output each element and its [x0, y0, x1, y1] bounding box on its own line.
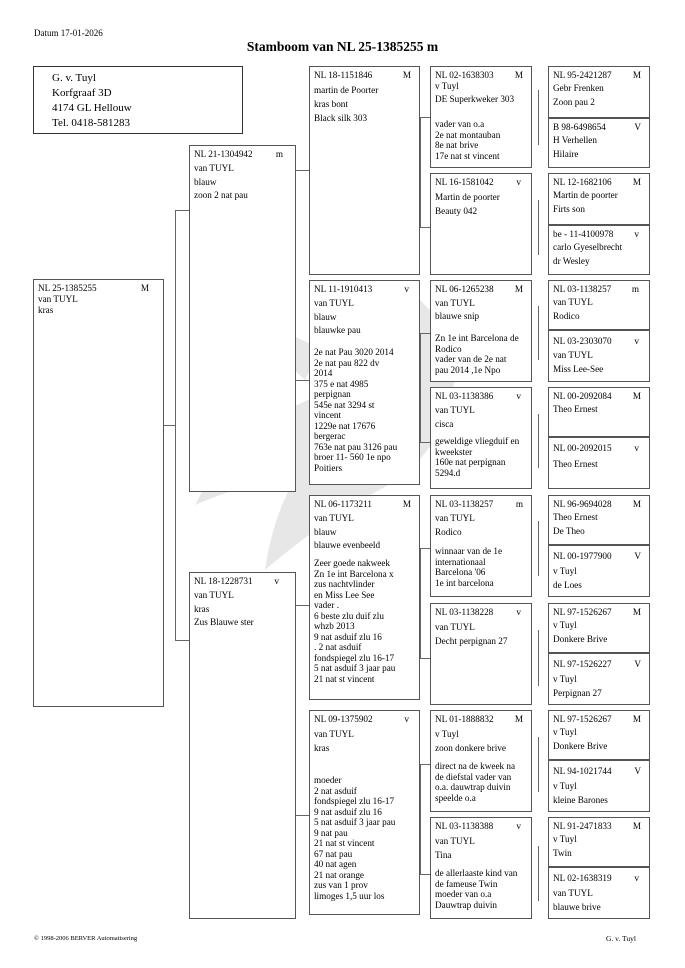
pigeon-line: Miss Lee-See: [553, 363, 604, 374]
pigeon-line: van TUYL: [314, 513, 354, 523]
sex-marker: M: [632, 607, 641, 617]
pigeon-notes: Zeer goede nakweek Zn 1e int Barcelona x zus nachtvlinder en Miss Lee See vader . 6 beste zlu duif zlu whzb 2013 9 nat asduif zlu 16 . 2 nat asduif fondspiegel zlu 16-17 5 nat asduif 3 jaar pau 21 nat st vincent: [314, 558, 396, 684]
pigeon-line: Zus Blauwe ster: [194, 617, 254, 627]
pigeon-line: v Tuyl: [553, 727, 577, 737]
pigeon-line: zoon 2 nat pau: [194, 190, 248, 200]
pigeon-line: v Tuyl: [553, 834, 577, 844]
pigeon-notes: vader van o.a 2e nat montauban 8e nat brive 17e nat st vincent: [435, 119, 501, 161]
pigeon-line: van TUYL: [314, 729, 354, 739]
pigeon-line: van TUYL: [553, 350, 593, 360]
pigeon-gen3-0[interactable]: [430, 66, 532, 168]
pigeon-line: Theo Ernest: [553, 404, 598, 414]
connector: [164, 425, 176, 426]
connector: [295, 605, 309, 606]
sex-marker: v: [634, 443, 639, 453]
pigeon-gen4-13[interactable]: [548, 760, 650, 812]
sex-marker: M: [140, 283, 149, 293]
pigeon-line: Beauty 042: [435, 206, 478, 216]
pigeon-gen4-12[interactable]: [548, 710, 650, 760]
owner-city: 4174 GL Hellouw: [52, 102, 132, 114]
pigeon-gen4-9[interactable]: [548, 545, 650, 597]
pigeon-line: van TUYL: [194, 163, 234, 173]
ring-number: NL 16-1581042: [435, 177, 494, 187]
connector: [420, 442, 430, 443]
pigeon-line: kras: [314, 743, 330, 753]
ring-number: NL 01-1888832: [435, 714, 494, 724]
connector: [420, 333, 421, 442]
ring-number: NL 09-1375902: [314, 714, 373, 724]
ring-number: NL 97-1526267: [553, 714, 612, 724]
pigeon-line: v Tuyl: [553, 620, 577, 630]
sex-marker: M: [632, 391, 641, 401]
pigeon-line: blauwe evenbeeld: [314, 540, 381, 550]
connector: [295, 170, 309, 171]
pigeon-line: Martin de poorter: [553, 190, 618, 200]
ring-number: NL 25-1385255: [38, 283, 97, 293]
pigeon-line: Perpignan 27: [553, 687, 602, 698]
sex-marker: m: [631, 284, 639, 294]
connector: [538, 846, 539, 901]
pigeon-line: Firts son: [553, 203, 585, 214]
ring-number: NL 06-1265238: [435, 284, 494, 294]
pigeon-line: Theo Ernest: [553, 459, 598, 469]
footer-owner: G. v. Tuyl: [606, 934, 636, 943]
pigeon-line: blauw: [314, 526, 337, 537]
pigeon-gen3-4[interactable]: [430, 495, 532, 597]
sex-marker: M: [402, 499, 411, 509]
pigeon-line: blauwe brive: [553, 901, 601, 912]
connector: [420, 333, 430, 334]
pigeon-line: Twin: [553, 847, 572, 858]
pigeon-line: van TUYL: [38, 294, 78, 304]
sex-marker: M: [632, 821, 641, 831]
sex-marker: M: [632, 499, 641, 509]
pigeon-line: kras: [38, 305, 54, 315]
ring-number: NL 12-1682106: [553, 177, 612, 187]
connector: [420, 764, 430, 765]
connector: [538, 521, 539, 576]
connector: [420, 658, 430, 659]
pigeon-gen4-0[interactable]: [548, 66, 650, 118]
pigeon-gen4-1[interactable]: [548, 118, 650, 168]
ring-number: NL 91-2471833: [553, 821, 612, 831]
pigeon-line: van TUYL: [314, 298, 354, 308]
ring-number: NL 03-2303070: [553, 336, 612, 346]
ring-number: NL 00-1977900: [553, 551, 612, 561]
ring-number: NL 03-1138257: [435, 499, 494, 509]
ring-number: NL 97-1526227: [553, 659, 612, 669]
pigeon-line: van TUYL: [553, 297, 593, 307]
pigeon-line: Rodico: [553, 310, 580, 321]
owner-name: G. v. Tuyl: [52, 72, 96, 84]
pigeon-line: van TUYL: [435, 622, 475, 632]
pigeon-line: Theo Ernest: [553, 512, 598, 522]
sex-marker: M: [632, 177, 641, 187]
connector: [175, 640, 189, 641]
connector: [420, 117, 421, 227]
ring-number: NL 94-1021744: [553, 766, 612, 776]
sex-marker: v: [634, 336, 639, 346]
sex-marker: V: [634, 659, 641, 669]
pigeon-mother[interactable]: [189, 572, 296, 919]
pigeon-line: blauw: [314, 311, 337, 322]
pigeon-line: DE Superkweker 303: [435, 94, 515, 104]
pigeon-line: van TUYL: [435, 836, 475, 846]
sex-marker: M: [514, 70, 523, 80]
pigeon-line: blauwe snip: [435, 311, 480, 321]
ring-number: NL 18-1151846: [314, 70, 373, 80]
pigeon-line: zoon donkere brive: [435, 743, 506, 753]
connector: [420, 548, 430, 549]
sex-marker: v: [516, 821, 521, 831]
ring-number: B 98-6498654: [553, 122, 606, 132]
pigeon-line: Donkere Brive: [553, 633, 608, 644]
sex-marker: V: [634, 766, 641, 776]
ring-number: NL 03-1138388: [435, 821, 494, 831]
pigeon-line: Gebr Frenken: [553, 83, 604, 93]
pigeon-line: martin de Poorter: [314, 85, 379, 95]
pigeon-line: dr Wesley: [553, 255, 590, 266]
pigeon-gen3-3[interactable]: [430, 387, 532, 489]
connector: [538, 737, 539, 792]
pigeon-gen3-5[interactable]: [430, 603, 532, 705]
pigeon-gen3-2[interactable]: [430, 280, 532, 382]
ring-number: NL 18-1228731: [194, 576, 253, 586]
pigeon-father[interactable]: [189, 145, 296, 492]
pigeon-line: v Tuyl: [553, 566, 577, 576]
connector: [295, 815, 309, 816]
sex-marker: v: [516, 177, 521, 187]
pigeon-notes: 2e nat Pau 3020 2014 2e nat pau 822 dv 2014 375 e nat 4985 perpignan 545e nat 3294 st vincent 1229e nat 17676 bergerac 763e nat pau 3126 pau broer 11- 560 1e npo Poitiers: [314, 347, 398, 473]
pigeon-notes: de allerlaaste kind van de fameuse Twin moeder van o.a Dauwtrap duivin: [435, 868, 518, 910]
pigeon-gen4-15[interactable]: [548, 867, 650, 919]
pigeon-line: van TUYL: [194, 590, 234, 600]
pigeon-notes: Zn 1e int Barcelona de Rodico vader van de 2e nat pau 2014 ,1e Npo: [435, 333, 519, 375]
pigeon-line: v Tuyl: [553, 781, 577, 791]
sex-marker: v: [516, 607, 521, 617]
pigeon-line: H Verhellen: [553, 135, 597, 145]
pigeon-gen2-2[interactable]: [309, 495, 420, 700]
pigeon-line: blauwke pau: [314, 325, 361, 335]
sex-marker: M: [514, 284, 523, 294]
ring-number: NL 03-1138386: [435, 391, 494, 401]
pigeon-line: van TUYL: [435, 513, 475, 523]
connector: [175, 210, 189, 211]
ring-number: NL 02-1638303: [435, 70, 494, 80]
pigeon-gen3-7[interactable]: [430, 817, 532, 919]
pigeon-line: Decht perpignan 27: [435, 636, 508, 646]
ring-number: NL 00-2092084: [553, 391, 612, 401]
connector: [420, 548, 421, 658]
ring-number: NL 97-1526267: [553, 607, 612, 617]
pigeon-gen4-5[interactable]: [548, 330, 650, 382]
sex-marker: M: [514, 714, 523, 724]
pigeon-gen4-11[interactable]: [548, 653, 650, 705]
pigeon-gen3-1[interactable]: [430, 173, 532, 275]
pigeon-gen3-6[interactable]: [430, 710, 532, 812]
owner-box: [33, 66, 243, 134]
print-date: Datum 17-01-2026: [34, 28, 103, 38]
pigeon-line: cisca: [435, 418, 454, 429]
pigeon-notes: geweldige vliegduif en kweekster 160e nat perpignan 5294.d: [435, 436, 520, 478]
connector: [538, 90, 539, 145]
pigeon-gen2-3[interactable]: [309, 710, 420, 915]
pigeon-line: Rodico: [435, 526, 462, 537]
pigeon-line: Martin de poorter: [435, 192, 500, 202]
ring-number: NL 06-1173211: [314, 499, 372, 509]
pigeon-line: v Tuyl: [435, 729, 459, 739]
sex-marker: v: [634, 229, 639, 239]
sex-marker: M: [402, 70, 411, 80]
ring-number: NL 02-1638319: [553, 873, 612, 883]
pigeon-gen4-7[interactable]: [548, 437, 650, 489]
connector: [538, 630, 539, 686]
pigeon-gen2-0[interactable]: [309, 66, 420, 275]
pigeon-line: v Tuyl: [553, 674, 577, 684]
ring-number: NL 96-9694028: [553, 499, 612, 509]
pigeon-notes: winnaar van de 1e internationaal Barcelona '06 1e int barcelona: [435, 546, 503, 588]
pigeon-gen4-2[interactable]: [548, 173, 650, 225]
pigeon-line: kleine Barones: [553, 794, 608, 805]
pigeon-gen4-14[interactable]: [548, 817, 650, 867]
pigeon-notes: direct na de kweek na de diefstal vader van o.a. dauwtrap duivin speelde o.a: [435, 761, 516, 803]
connector: [538, 306, 539, 360]
ring-number: NL 21-1304942: [194, 149, 253, 159]
pigeon-line: kras: [194, 603, 210, 614]
pigeon-line: de Loes: [553, 579, 582, 590]
sex-marker: m: [275, 149, 283, 159]
sex-marker: m: [515, 499, 523, 509]
page-title: Stamboom van NL 25-1385255 m: [246, 39, 439, 54]
pigeon-line: Black silk 303: [314, 113, 368, 123]
connector: [538, 200, 539, 255]
pigeon-line: carlo Gyeselbrecht: [553, 242, 623, 252]
sex-marker: M: [632, 70, 641, 80]
sex-marker: v: [634, 873, 639, 883]
ring-number: NL 00-2092015: [553, 443, 612, 453]
connector: [420, 227, 430, 228]
connector: [420, 117, 430, 118]
sex-marker: V: [634, 122, 641, 132]
sex-marker: v: [274, 576, 279, 586]
connector: [538, 414, 539, 468]
pigeon-line: v Tuyl: [435, 81, 459, 91]
owner-street: Korfgraaf 3D: [52, 87, 112, 99]
pigeon-line: van TUYL: [553, 888, 593, 898]
sex-marker: v: [404, 284, 409, 294]
owner-tel: Tel. 0418-581283: [52, 117, 131, 129]
pigeon-gen4-8[interactable]: [548, 495, 650, 545]
pigeon-line: blauw: [194, 176, 217, 187]
sex-marker: v: [516, 391, 521, 401]
sex-marker: V: [634, 551, 641, 561]
ring-number: NL 11-1910413: [314, 284, 373, 294]
pigeon-gen4-10[interactable]: [548, 603, 650, 653]
pigeon-line: Zoon pau 2: [553, 96, 595, 107]
connector: [295, 380, 309, 381]
ring-number: be - 11-4100978: [553, 229, 614, 239]
pigeon-line: van TUYL: [435, 405, 475, 415]
pigeon-line: Tina: [435, 850, 452, 860]
pigeon-notes: moeder 2 nat asduif fondspiegel zlu 16-17 9 nat asduif zlu 16 5 nat asduif 3 jaar pau 9 nat pau 21 nat st vincent 67 nat pau 40 nat agen 21 nat orange zus van 1 prov limoges 1,5 uur los: [314, 775, 396, 901]
sex-marker: v: [404, 714, 409, 724]
sex-marker: M: [632, 714, 641, 724]
pigeon-gen4-6[interactable]: [548, 387, 650, 437]
pigeon-subject[interactable]: [33, 279, 164, 707]
connector: [420, 874, 430, 875]
pigeon-gen4-3[interactable]: [548, 225, 650, 275]
pigeon-line: kras bont: [314, 99, 348, 109]
ring-number: NL 03-1138228: [435, 607, 494, 617]
pigeon-line: Donkere Brive: [553, 740, 608, 751]
ring-number: NL 95-2421287: [553, 70, 612, 80]
pigeon-line: van TUYL: [435, 298, 475, 308]
pigeon-gen2-1[interactable]: [309, 280, 420, 485]
pigeon-line: De Theo: [553, 525, 585, 536]
pigeon-line: Hilaire: [553, 148, 579, 159]
pigeon-gen4-4[interactable]: [548, 280, 650, 330]
footer-copyright: © 1998-2006 BERVER Automatisering: [34, 935, 138, 942]
ring-number: NL 03-1138257: [553, 284, 612, 294]
connector: [420, 764, 421, 874]
